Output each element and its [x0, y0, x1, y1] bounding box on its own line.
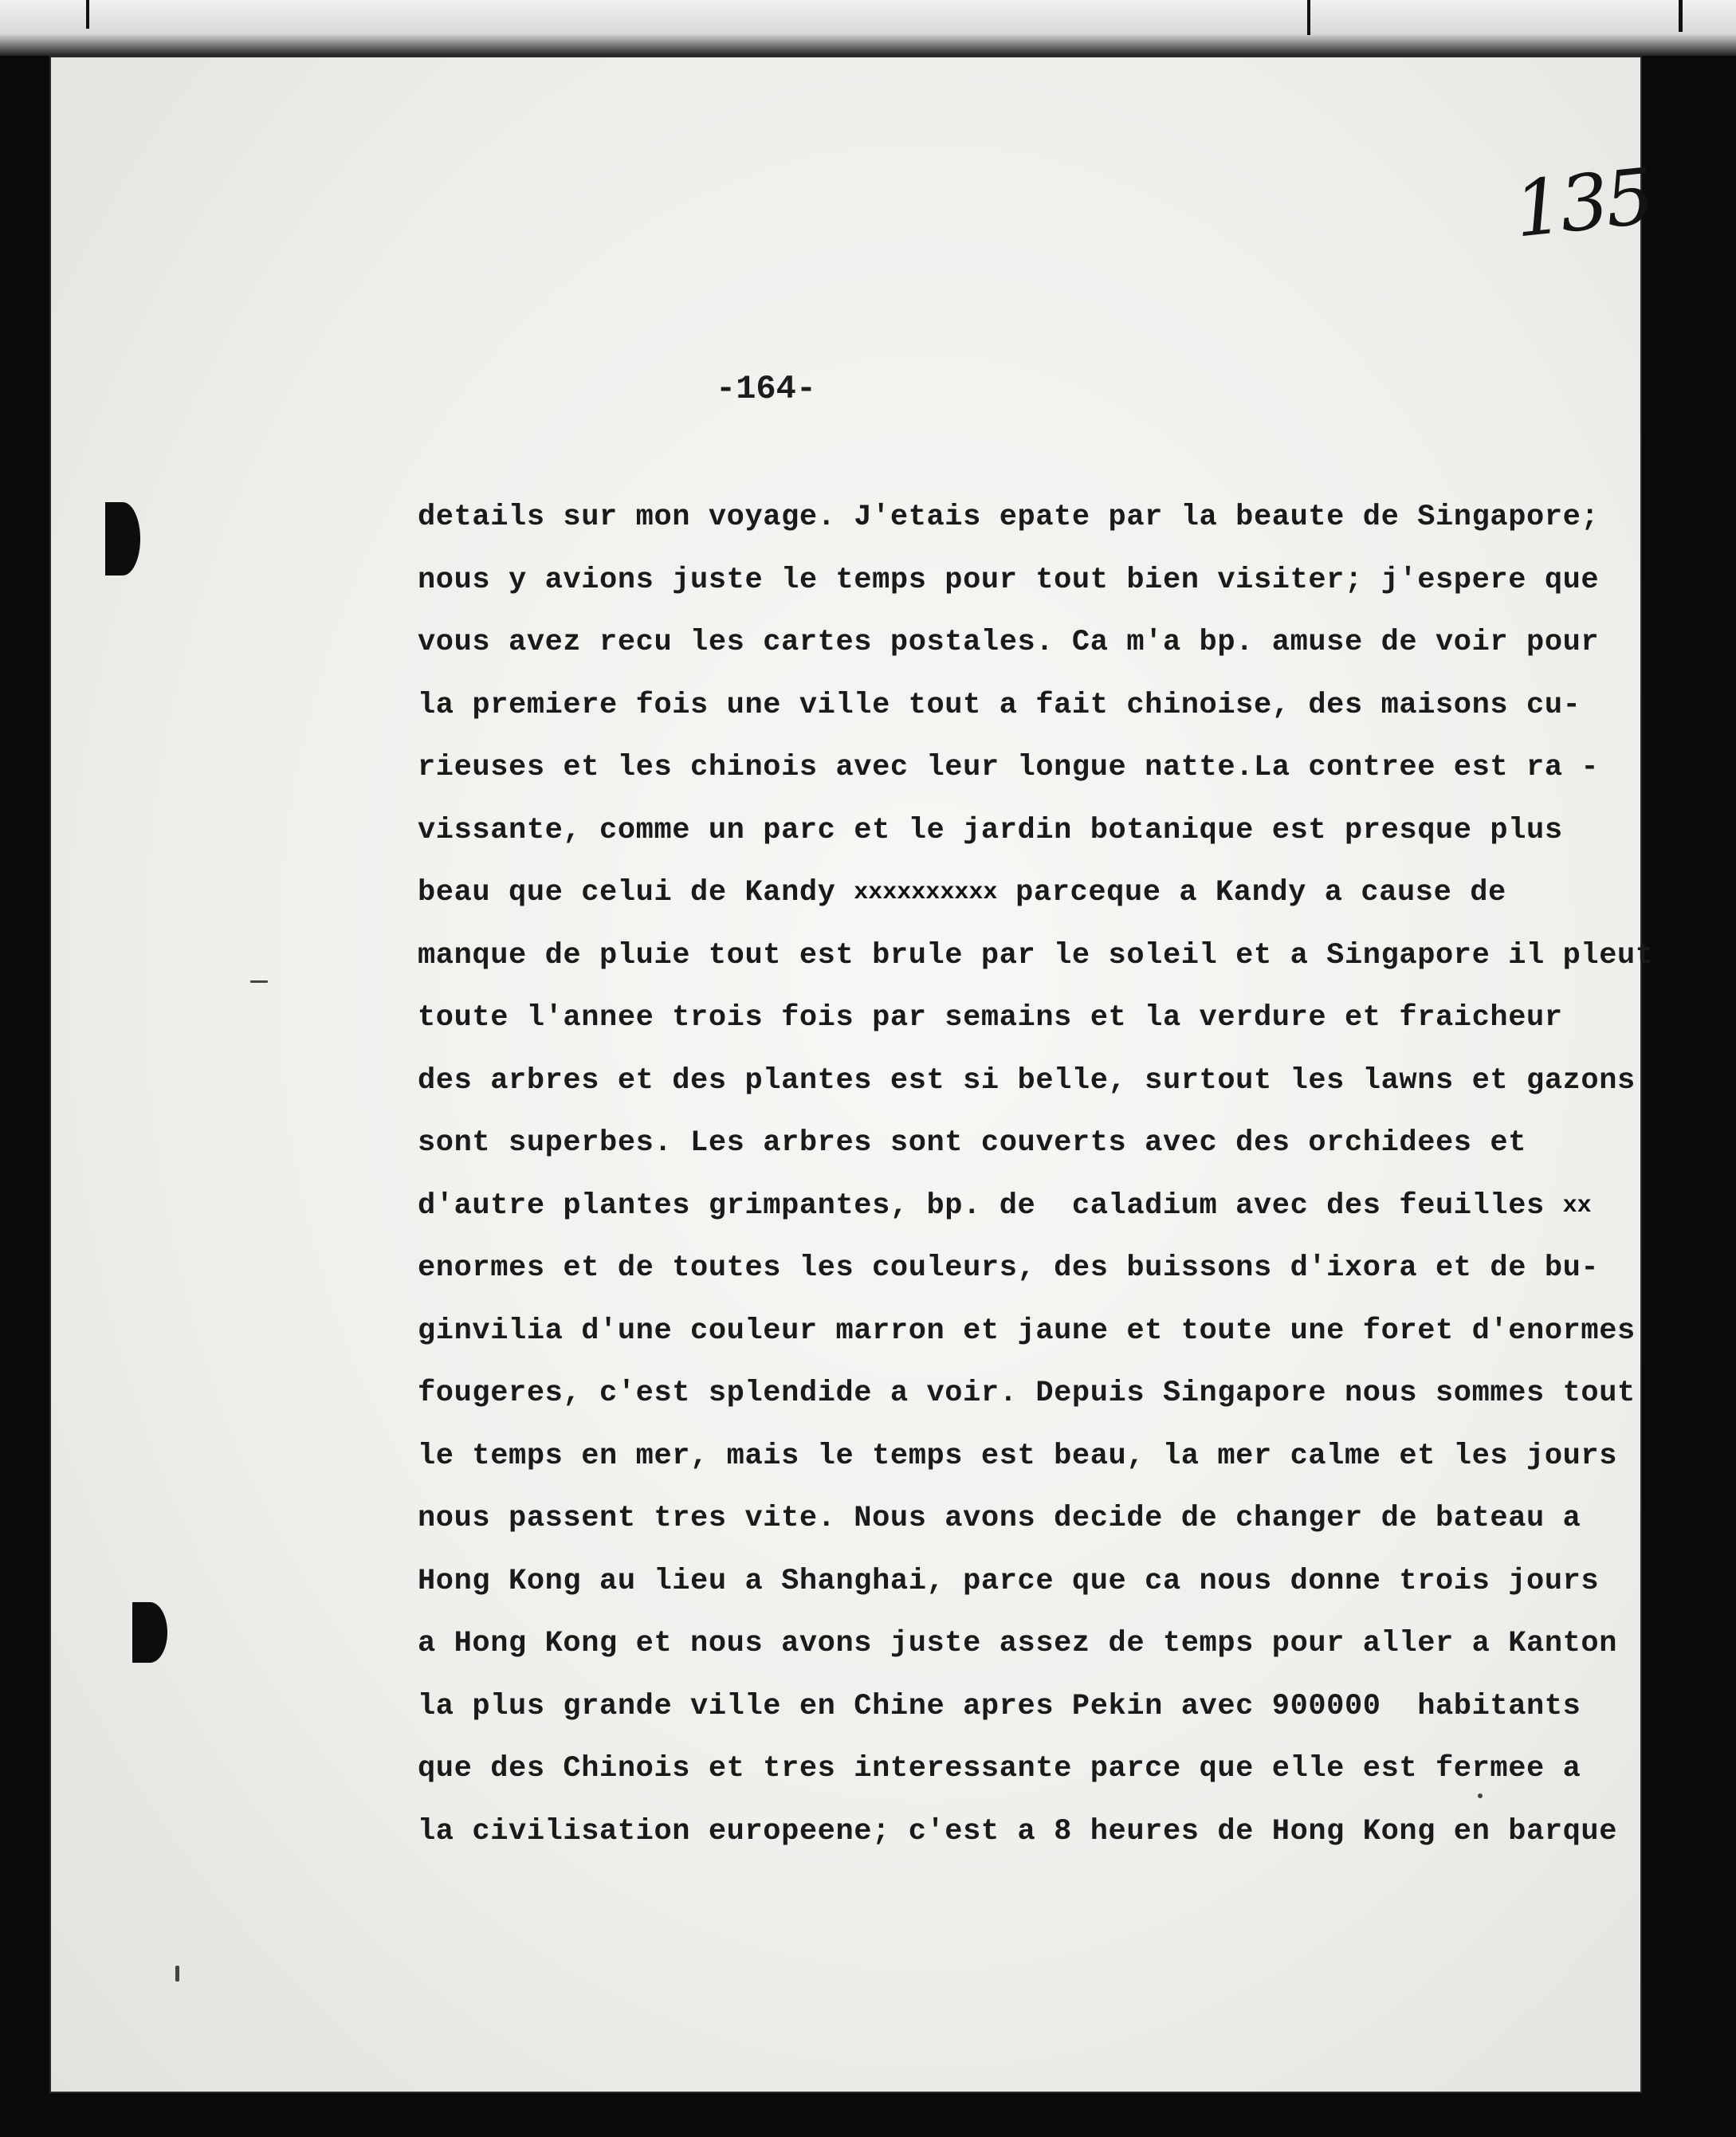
- text-line: details sur mon voyage. J'etais epate par la beaute de Singapore;: [418, 501, 1600, 534]
- text-line: rieuses et les chinois avec leur longue natte.La contree est ra -: [418, 751, 1600, 784]
- text-line: la civilisation europeene; c'est a 8 heures de Hong Kong en barque: [418, 1814, 1618, 1848]
- scanner-edge-mark: [1307, 0, 1310, 35]
- text-line-start: d'autre plantes grimpantes, bp. de caladium avec des feuilles: [418, 1188, 1545, 1223]
- scanner-edge-mark: [86, 0, 89, 29]
- text-line: vissante, comme un parc et le jardin botanique est presque plus: [418, 813, 1563, 847]
- scanner-background-top: [0, 0, 1736, 56]
- text-line: a Hong Kong et nous avons juste assez de temps pour aller a Kanton: [418, 1627, 1618, 1660]
- scan-speck: [250, 980, 268, 983]
- text-line-start: beau que celui de Kandy: [418, 876, 836, 909]
- text-line: fougeres, c'est splendide a voir. Depuis Singapore nous sommes tout: [418, 1377, 1636, 1410]
- text-line: [418, 1175, 1709, 1238]
- text-line: ginvilia d'une couleur marron et jaune et toute une foret d'enormes: [418, 1314, 1636, 1348]
- punch-hole: [132, 1602, 167, 1663]
- text-line: des arbres et des plantes est si belle, surtout les lawns et gazons: [418, 1063, 1636, 1098]
- text-line: Hong Kong au lieu a Shanghai, parce que ca nous donne trois jours: [418, 1564, 1600, 1598]
- typed-page: [49, 56, 1655, 2093]
- text-line: manque de pluie tout est brule par le soleil et a Singapore il pleut: [418, 938, 1654, 972]
- text-line-end: parceque a Kandy a cause de: [997, 876, 1506, 909]
- scan-speck: [175, 1966, 179, 1982]
- letter-body: [418, 486, 1709, 1863]
- text-line: la premiere fois une ville tout a fait chinoise, des maisons cu-: [418, 688, 1581, 722]
- struck-out-text: xx: [1562, 1192, 1592, 1220]
- text-line: sont superbes. Les arbres sont couverts avec des orchidees et: [418, 1126, 1527, 1160]
- text-line: [418, 862, 1709, 925]
- struck-out-text: xxxxxxxxxx: [854, 879, 998, 906]
- text-line: nous y avions juste le temps pour tout bien visiter; j'espere que: [418, 563, 1600, 597]
- text-line: toute l'annee trois fois par semains et la verdure et fraicheur: [418, 1001, 1563, 1035]
- punch-hole: [105, 502, 140, 575]
- handwritten-folio-number: 135: [1510, 151, 1655, 255]
- text-line: que des Chinois et tres interessante parce que elle est fermee a: [418, 1752, 1581, 1785]
- text-line: la plus grande ville en Chine apres Pekin avec 900000 habitants: [418, 1689, 1581, 1723]
- scanner-edge-mark: [1679, 0, 1683, 32]
- text-line: vous avez recu les cartes postales. Ca m'a bp. amuse de voir pour: [418, 626, 1600, 659]
- text-line: le temps en mer, mais le temps est beau, la mer calme et les jours: [418, 1439, 1618, 1473]
- text-line: enormes et de toutes les couleurs, des buissons d'ixora et de bu-: [418, 1251, 1600, 1285]
- page-number: -164-: [716, 370, 817, 408]
- text-line: nous passent tres vite. Nous avons decide de changer de bateau a: [418, 1502, 1581, 1535]
